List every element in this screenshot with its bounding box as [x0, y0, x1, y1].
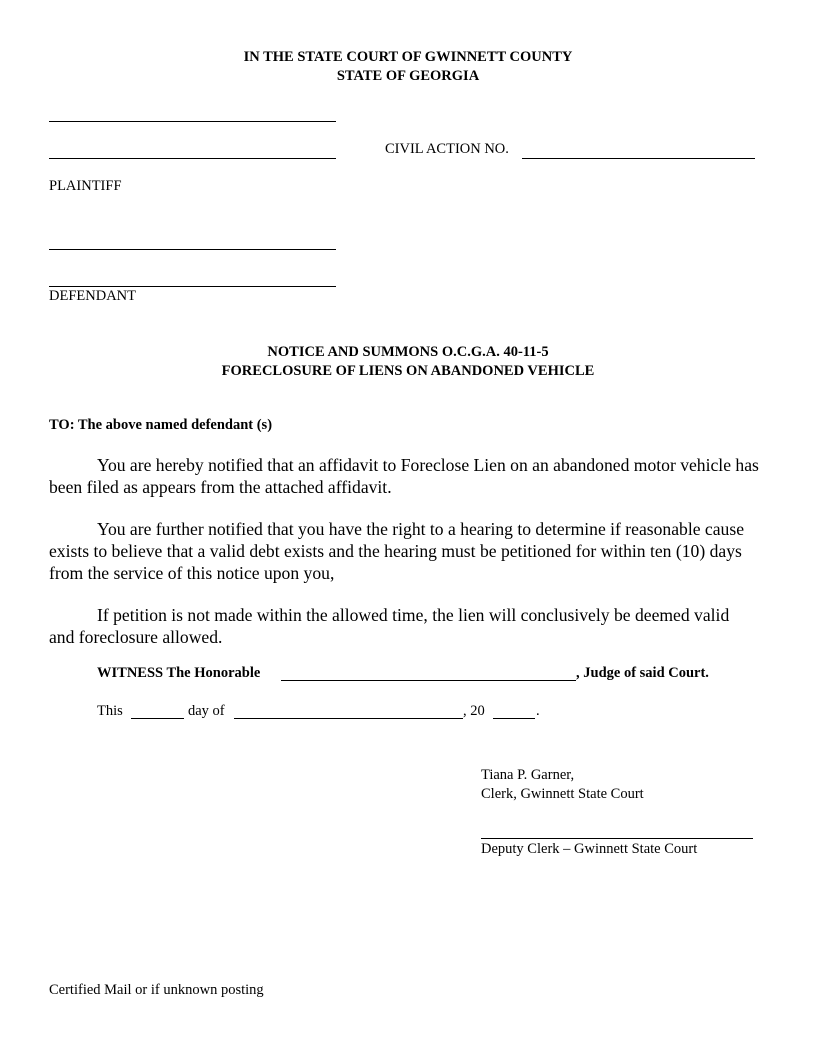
witness-prefix: WITNESS The Honorable [97, 665, 261, 681]
date-period: . [536, 703, 540, 719]
plaintiff-label: PLAINTIFF [49, 178, 122, 194]
witness-suffix: , Judge of said Court. [576, 665, 709, 681]
plaintiff-name-line-2 [49, 158, 336, 159]
addressee-line: TO: The above named defendant (s) [49, 417, 273, 433]
defendant-label: DEFENDANT [49, 288, 136, 304]
year-blank-line [493, 718, 535, 719]
state-heading: STATE OF GEORGIA [336, 68, 480, 84]
civil-action-label: CIVIL ACTION NO. [385, 141, 509, 157]
defendant-name-line-1 [49, 249, 336, 250]
plaintiff-name-line-1 [49, 121, 336, 122]
body-paragraph-1: You are hereby notified that an affidavit to Foreclose Lien on an abandoned motor vehicle has been filed as appears from the attached affidavit. [49, 455, 759, 497]
date-year-prefix: , 20 [463, 703, 485, 719]
month-blank-line [234, 718, 463, 719]
deputy-clerk-title: Deputy Clerk – Gwinnett State Court [481, 841, 698, 857]
day-blank-line [131, 718, 184, 719]
notice-title-line-1: NOTICE AND SUMMONS O.C.G.A. 40-11-5 [267, 344, 549, 360]
defendant-name-line-2 [49, 286, 336, 287]
court-name-heading: IN THE STATE COURT OF GWINNETT COUNTY [243, 49, 573, 65]
date-this-label: This [97, 703, 123, 719]
body-paragraph-2: You are further notified that you have the right to a hearing to determine if reasonable cause exists to believe that a valid debt exists and the hearing must be petitioned for within ten (10) days from the service of this notice upon you, [49, 519, 744, 583]
judge-name-line [281, 680, 576, 681]
notice-title-line-2: FORECLOSURE OF LIENS ON ABANDONED VEHICLE [221, 363, 595, 379]
deputy-signature-line [481, 838, 753, 839]
footer-note: Certified Mail or if unknown posting [49, 982, 264, 998]
body-paragraph-3: If petition is not made within the allowed time, the lien will conclusively be deemed valid and foreclosure allowed. [49, 605, 730, 647]
civil-action-number-line [522, 158, 755, 159]
date-day-of-label: day of [188, 703, 225, 719]
clerk-name: Tiana P. Garner, [481, 767, 575, 783]
clerk-title: Clerk, Gwinnett State Court [481, 786, 644, 802]
